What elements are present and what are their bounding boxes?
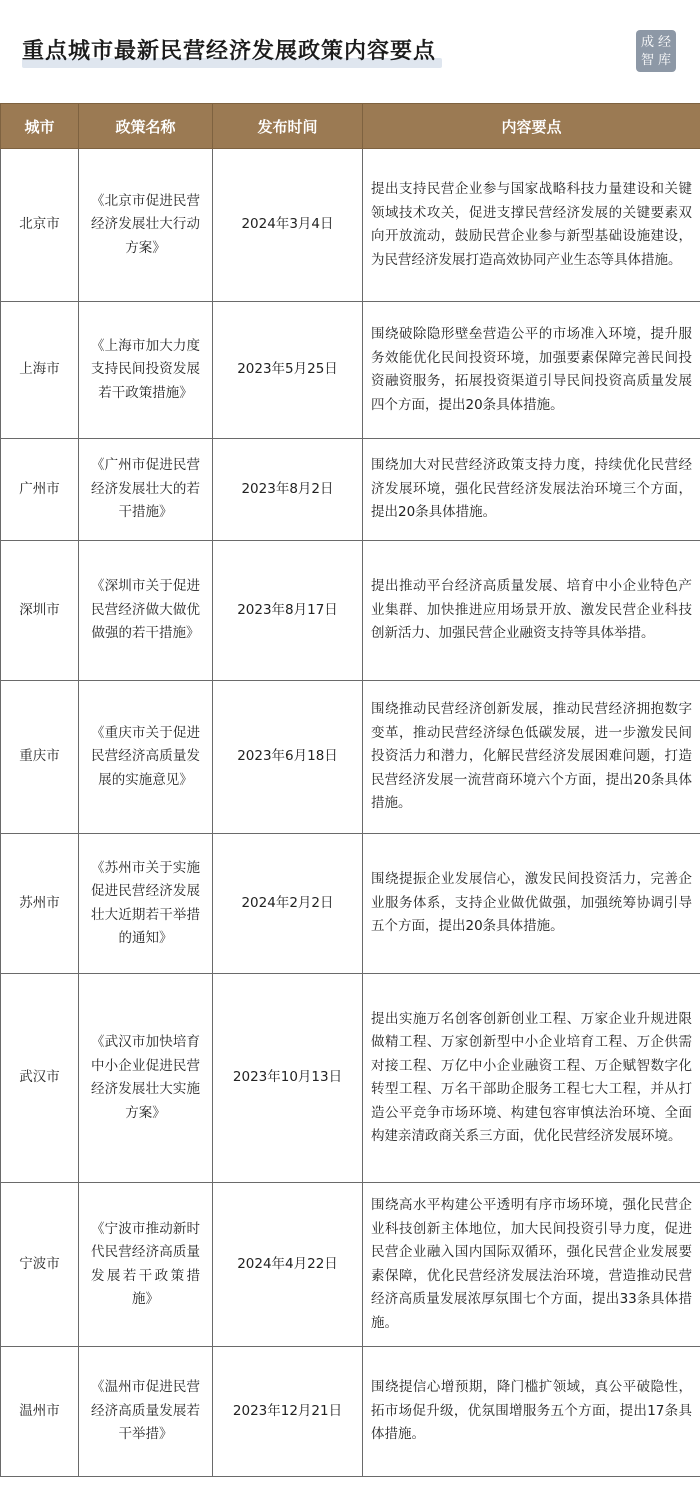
content-cell <box>363 1347 700 1477</box>
table-row <box>1 1347 700 1477</box>
title-block <box>22 34 436 65</box>
date-cell: 2023年6月18日 <box>213 681 363 834</box>
key-points: 围绕破除隐形壁垒营造公平的市场准入环境，提升服务效能优化民间投资环境，加强要素保障完善民间投资融资服务，拓展投资渠道引导民间投资高质量发展四个方面，提出20条具体措施。 <box>371 326 692 413</box>
content-cell <box>363 439 700 541</box>
table-header-row <box>1 104 700 149</box>
logo-char: 成 <box>640 34 654 50</box>
table-row <box>1 834 700 974</box>
date-cell: 2023年10月13日 <box>213 974 363 1183</box>
policy-name-cell <box>79 974 213 1183</box>
policy-name-cell <box>79 1183 213 1347</box>
logo-char: 经 <box>657 34 671 50</box>
city-cell: 武汉市 <box>1 974 79 1183</box>
table-row <box>1 302 700 439</box>
table-row <box>1 974 700 1183</box>
policy-name-cell <box>79 149 213 302</box>
policy-table <box>0 103 700 1477</box>
key-points: 提出实施万名创客创新创业工程、万家企业升规进限做精工程、万家创新型中小企业培育工程、万企供需对接工程、万亿中小企业融资工程、万企赋智数字化转型工程、万名干部助企服务工程七大工程，并从打造公平竞争市场环境、构建包容审慎法治环境、全面构建亲清政商关系三方面，优化民营经济发展环境。 <box>371 1010 692 1144</box>
policy-name: 《苏州市关于实施促进民营经济发展壮大近期若干举措的通知》 <box>91 859 200 946</box>
policy-name-cell <box>79 681 213 834</box>
page-title: 重点城市最新民营经济发展政策内容要点 <box>22 39 437 64</box>
logo-char: 库 <box>657 52 671 68</box>
table-row <box>1 1183 700 1347</box>
key-points: 围绕提信心增预期，降门槛扩领域，真公平破隐性，拓市场促升级，优氛围增服务五个方面，提出17条具体措施。 <box>371 1379 692 1443</box>
key-points: 围绕提振企业发展信心，激发民间投资活力，完善企业服务体系，支持企业做优做强，加强统筹协调引导五个方面，提出20条具体措施。 <box>371 871 692 935</box>
header-release-date: 发布时间 <box>213 104 363 149</box>
city-cell: 深圳市 <box>1 541 79 681</box>
header-policy-name: 政策名称 <box>79 104 213 149</box>
key-points: 提出推动平台经济高质量发展、培育中小企业特色产业集群、加快推进应用场景开放、激发民营企业科技创新活力、加强民营企业融资支持等具体举措。 <box>371 578 692 642</box>
content-cell <box>363 1183 700 1347</box>
date-cell: 2023年8月2日 <box>213 439 363 541</box>
key-points: 提出支持民营企业参与国家战略科技力量建设和关键领域技术攻关，促进支撑民营经济发展的关键要素双向开放流动，鼓励民营企业参与新型基础设施建设，为民营经济发展打造高效协同产业生态等具体措施。 <box>371 181 692 268</box>
content-cell <box>363 834 700 974</box>
key-points: 围绕高水平构建公平透明有序市场环境，强化民营企业科技创新主体地位，加大民间投资引导力度，促进民营企业融入国内国际双循环，强化民营企业发展要素保障，优化民营经济发展法治环境，营造推动民营经济高质量发展浓厚氛围七个方面，提出33条具体措施。 <box>371 1197 692 1331</box>
table-row <box>1 541 700 681</box>
policy-name: 《广州市促进民营经济发展壮大的若干措施》 <box>91 457 200 521</box>
policy-name: 《重庆市关于促进民营经济高质量发展的实施意见》 <box>91 724 200 788</box>
city-cell: 苏州市 <box>1 834 79 974</box>
table-row <box>1 681 700 834</box>
policy-name: 《上海市加大力度支持民间投资发展若干政策措施》 <box>91 337 200 401</box>
content-cell <box>363 149 700 302</box>
table-row <box>1 149 700 302</box>
policy-name-cell <box>79 541 213 681</box>
header-city: 城市 <box>1 104 79 149</box>
date-cell: 2023年12月21日 <box>213 1347 363 1477</box>
policy-name: 《温州市促进民营经济高质量发展若干举措》 <box>91 1379 200 1443</box>
page-header <box>0 0 700 100</box>
policy-name-cell <box>79 439 213 541</box>
logo-badge <box>636 30 676 72</box>
city-cell: 重庆市 <box>1 681 79 834</box>
logo-char: 智 <box>640 52 654 68</box>
policy-name-cell <box>79 1347 213 1477</box>
city-cell: 北京市 <box>1 149 79 302</box>
date-cell: 2024年2月2日 <box>213 834 363 974</box>
date-cell: 2023年5月25日 <box>213 302 363 439</box>
policy-name: 《北京市促进民营经济发展壮大行动方案》 <box>91 192 200 256</box>
date-cell: 2023年8月17日 <box>213 541 363 681</box>
policy-name: 《武汉市加快培育中小企业促进民营经济发展壮大实施方案》 <box>91 1034 200 1121</box>
policy-name-cell <box>79 834 213 974</box>
content-cell <box>363 541 700 681</box>
policy-name-cell <box>79 302 213 439</box>
policy-name: 《宁波市推动新时代民营经济高质量发展若干政策措施》 <box>91 1220 200 1307</box>
key-points: 围绕推动民营经济创新发展，推动民营经济拥抱数字变革，推动民营经济绿色低碳发展，进一步激发民间投资活力和潜力，化解民营经济发展困难问题，打造民营经济发展一流营商环境六个方面，提出20条具体措施。 <box>371 701 692 812</box>
table-row <box>1 439 700 541</box>
content-cell <box>363 302 700 439</box>
city-cell: 温州市 <box>1 1347 79 1477</box>
content-cell <box>363 974 700 1183</box>
city-cell: 宁波市 <box>1 1183 79 1347</box>
policy-name: 《深圳市关于促进民营经济做大做优做强的若干措施》 <box>91 578 200 642</box>
city-cell: 上海市 <box>1 302 79 439</box>
date-cell: 2024年3月4日 <box>213 149 363 302</box>
header-key-points: 内容要点 <box>363 104 700 149</box>
city-cell: 广州市 <box>1 439 79 541</box>
date-cell: 2024年4月22日 <box>213 1183 363 1347</box>
key-points: 围绕加大对民营经济政策支持力度，持续优化民营经济发展环境，强化民营经济发展法治环境三个方面，提出20条具体措施。 <box>371 457 692 521</box>
content-cell <box>363 681 700 834</box>
